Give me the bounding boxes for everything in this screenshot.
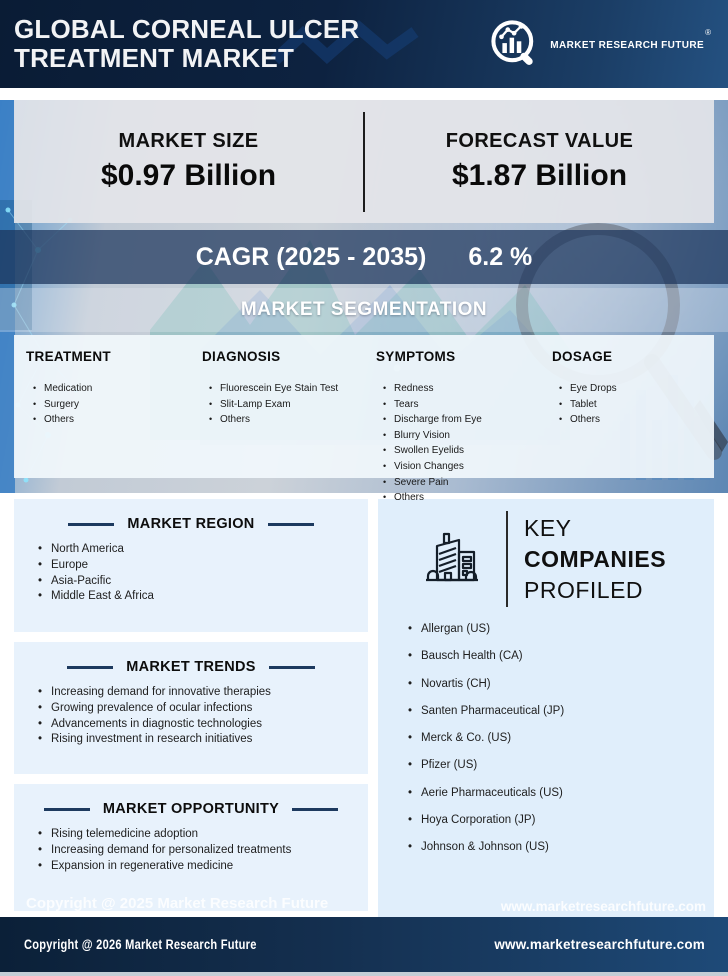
list-item: • Redness <box>383 381 552 397</box>
forecast-value-value: $1.87 Billion <box>451 159 628 192</box>
left-column <box>14 499 368 917</box>
key-companies-title <box>524 513 666 606</box>
title-line <box>44 808 90 811</box>
segment-list <box>552 381 714 428</box>
list-item: • Tears <box>383 397 552 413</box>
market-trends-card <box>14 642 368 774</box>
title-line <box>268 523 314 526</box>
registered-mark: ® <box>705 28 711 37</box>
companies-list <box>378 623 714 853</box>
list-item: • Rising investment in research initiatives <box>38 732 368 748</box>
market-region-card <box>14 499 368 632</box>
cagr-value: 6.2 % <box>468 242 533 271</box>
brand-logo <box>488 17 710 71</box>
footer-website: www.marketresearchfuture.com <box>494 937 705 952</box>
list-item: • Bausch Health (CA) <box>408 650 714 662</box>
cagr-label: CAGR (2025 - 2035) <box>195 242 427 271</box>
segment-list <box>202 381 376 428</box>
list-item: • Others <box>209 412 376 428</box>
segment-column-diagnosis <box>202 349 376 506</box>
market-trends-list <box>14 685 368 748</box>
market-region-list <box>14 542 368 605</box>
vertical-divider <box>506 511 508 607</box>
key-companies-title-line1: KEY <box>524 514 572 541</box>
key-companies-title-line2: COMPANIES <box>524 545 667 572</box>
segment-column-symptoms <box>376 349 552 506</box>
segment-column-treatment <box>26 349 202 506</box>
market-opportunity-title: MARKET OPPORTUNITY <box>102 801 280 817</box>
mrfr-logo-icon <box>488 17 542 71</box>
list-item: • North America <box>38 542 368 558</box>
market-opportunity-list <box>14 827 368 874</box>
list-item: • Eye Drops <box>559 381 714 397</box>
segment-heading: TREATMENT <box>26 349 111 364</box>
key-companies-card <box>378 499 714 917</box>
key-companies-title-line3: PROFILED <box>524 576 644 603</box>
list-item: • Increasing demand for innovative therapies <box>38 685 368 701</box>
list-item: • Growing prevalence of ocular infections <box>38 701 368 717</box>
list-item: • Novartis (CH) <box>408 678 714 690</box>
title-line <box>292 808 338 811</box>
market-size-value: $0.97 Billion <box>100 159 277 192</box>
building-icon <box>420 527 484 591</box>
list-item: • Rising telemedicine adoption <box>38 827 368 843</box>
list-item: • Middle East & Africa <box>38 589 368 605</box>
list-item: • Expansion in regenerative medicine <box>38 859 368 875</box>
list-item: • Aerie Pharmaceuticals (US) <box>408 787 714 799</box>
title-line <box>269 666 315 669</box>
footer-copyright: Copyright @ 2026 Market Research Future <box>24 937 257 952</box>
watermark-website: www.marketresearchfuture.com <box>500 899 706 914</box>
stats-panel <box>14 100 714 223</box>
list-item: • Discharge from Eye <box>383 412 552 428</box>
list-item: • Swollen Eyelids <box>383 443 552 459</box>
hero-section <box>0 100 728 504</box>
list-item: • Europe <box>38 558 368 574</box>
forecast-value-label: FORECAST VALUE <box>445 130 634 152</box>
list-item: • Advancements in diagnostic technologies <box>38 717 368 733</box>
list-item: • Pfizer (US) <box>408 759 714 771</box>
list-item: • Tablet <box>559 397 714 413</box>
list-item: • Medication <box>33 381 202 397</box>
forecast-value-block <box>365 130 714 193</box>
market-region-title: MARKET REGION <box>127 516 255 532</box>
segment-list <box>26 381 202 428</box>
list-item: • Others <box>33 412 202 428</box>
market-size-label: MARKET SIZE <box>118 130 259 152</box>
list-item: • Others <box>559 412 714 428</box>
list-item: • Johnson & Johnson (US) <box>408 841 714 853</box>
list-item: • Blurry Vision <box>383 428 552 444</box>
page-title: GLOBAL CORNEAL ULCER TREATMENT MARKET <box>14 14 360 73</box>
list-item: • Fluorescein Eye Stain Test <box>209 381 376 397</box>
list-item: • Surgery <box>33 397 202 413</box>
market-size-block <box>14 130 363 193</box>
list-item: • Santen Pharmaceutical (JP) <box>408 705 714 717</box>
header <box>0 0 728 88</box>
title-line <box>67 666 113 669</box>
segmentation-panel <box>14 335 714 504</box>
list-item: • Slit-Lamp Exam <box>209 397 376 413</box>
footer <box>0 917 728 972</box>
list-item: • Allergan (US) <box>408 623 714 635</box>
list-item: • Vision Changes <box>383 459 552 475</box>
footer-bottom-strip <box>0 972 728 976</box>
list-item: • Severe Pain <box>383 475 552 491</box>
segment-heading: DOSAGE <box>552 349 613 364</box>
list-item: • Merck & Co. (US) <box>408 732 714 744</box>
list-item: • Hoya Corporation (JP) <box>408 814 714 826</box>
list-item: • Others <box>383 490 552 506</box>
cagr-band <box>0 230 728 284</box>
lower-section <box>0 493 728 917</box>
segment-heading: DIAGNOSIS <box>202 349 281 364</box>
title-line <box>68 523 114 526</box>
market-trends-title: MARKET TRENDS <box>126 659 256 675</box>
watermark-copyright: Copyright @ 2025 Market Research Future <box>26 895 329 912</box>
segmentation-title: MARKET SEGMENTATION <box>0 288 728 332</box>
segment-column-dosage <box>552 349 714 506</box>
market-opportunity-card <box>14 784 368 911</box>
segment-heading: SYMPTOMS <box>376 349 456 364</box>
brand-name: MARKET RESEARCH FUTURE <box>550 40 705 51</box>
list-item: • Asia-Pacific <box>38 574 368 590</box>
list-item: • Increasing demand for personalized treatments <box>38 843 368 859</box>
segment-list <box>376 381 552 506</box>
